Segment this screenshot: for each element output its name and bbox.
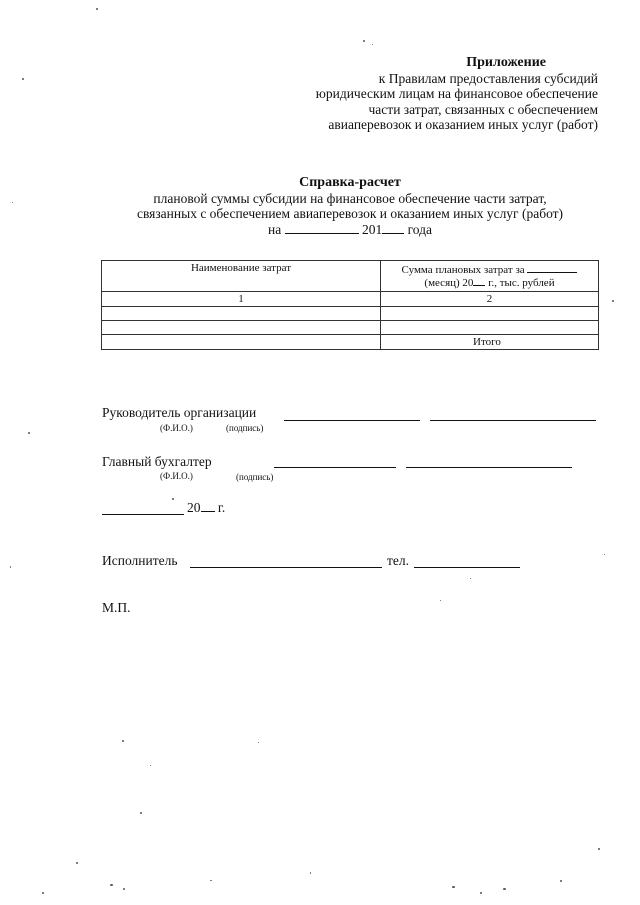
- col-number-2: 2: [381, 292, 599, 307]
- col2-header-line1: Сумма плановых затрат за: [401, 264, 525, 276]
- signing-date: [187, 500, 225, 516]
- table-row: [102, 321, 599, 335]
- accountant-signature-line[interactable]: [406, 467, 572, 468]
- total-label: Итого: [381, 335, 599, 350]
- title-line-1: плановой суммы субсидии на финансовое обеспечение части затрат,: [153, 190, 547, 206]
- head-signature-row: [102, 405, 256, 421]
- accountant-fio-line[interactable]: [274, 467, 396, 468]
- head-fio-line[interactable]: [284, 420, 420, 421]
- phone-line[interactable]: [414, 567, 520, 568]
- appendix-title: Приложение: [466, 55, 546, 70]
- table-row-total: [102, 335, 599, 350]
- appendix-line-2: юридическим лицам на финансовое обеспечение: [315, 86, 598, 101]
- table-cell[interactable]: [102, 335, 381, 350]
- table-cell[interactable]: [381, 307, 599, 321]
- document-title-block: [100, 175, 600, 237]
- year-blank[interactable]: [473, 276, 485, 286]
- executor-name-line[interactable]: [190, 567, 382, 568]
- col-number-1: 1: [102, 292, 381, 307]
- head-fio-caption: (Ф.И.О.): [160, 423, 193, 433]
- date-suffix: года: [407, 221, 433, 237]
- date-day-month-blank[interactable]: [285, 222, 359, 234]
- signing-date-suffix: г.: [217, 500, 226, 515]
- month-blank[interactable]: [527, 263, 577, 273]
- table-row-numbers: [102, 292, 599, 307]
- head-label: Руководитель организации: [102, 405, 257, 420]
- accountant-label: Главный бухгалтер: [102, 454, 212, 469]
- signing-date-year: 20: [187, 500, 201, 515]
- date-year-blank[interactable]: [382, 222, 404, 234]
- appendix-line-4: авиаперевозок и оказанием иных услуг (работ): [328, 117, 598, 132]
- appendix-line-3: части затрат, связанных с обеспечением: [368, 101, 598, 117]
- date-prefix: на: [267, 221, 282, 237]
- appendix-line-1: к Правилам предоставления субсидий: [378, 70, 598, 86]
- col-header-cost-name: Наименование затрат: [102, 261, 381, 292]
- title-date-line: [100, 222, 600, 238]
- phone-label: тел.: [387, 553, 410, 568]
- head-signature-line[interactable]: [430, 420, 596, 421]
- title-line-2: связанных с обеспечением авиаперевозок и оказанием иных услуг (работ): [136, 206, 564, 221]
- executor-row: [102, 553, 178, 569]
- accountant-signature-row: [102, 454, 212, 470]
- table-cell[interactable]: [381, 321, 599, 335]
- document-title: Справка-расчет: [299, 175, 401, 190]
- executor-label: Исполнитель: [102, 553, 178, 568]
- signing-date-blank[interactable]: [102, 514, 184, 515]
- appendix-header: [238, 55, 598, 133]
- costs-table: [101, 260, 599, 350]
- table-cell[interactable]: [102, 321, 381, 335]
- table-cell[interactable]: [102, 307, 381, 321]
- head-signature-caption: (подпись): [226, 423, 264, 433]
- seal-label: М.П.: [102, 600, 131, 615]
- accountant-signature-caption: (подпись): [236, 472, 274, 482]
- table-header-row: [102, 261, 599, 292]
- col2-header-line2b: г., тыс. рублей: [488, 277, 555, 289]
- accountant-fio-caption: (Ф.И.О.): [160, 471, 193, 481]
- signing-year-blank[interactable]: [201, 500, 215, 512]
- col2-header-line2a: (месяц) 20: [424, 277, 474, 289]
- table-row: [102, 307, 599, 321]
- col-header-planned-sum: [381, 261, 599, 292]
- date-year-prefix: 201: [361, 221, 383, 237]
